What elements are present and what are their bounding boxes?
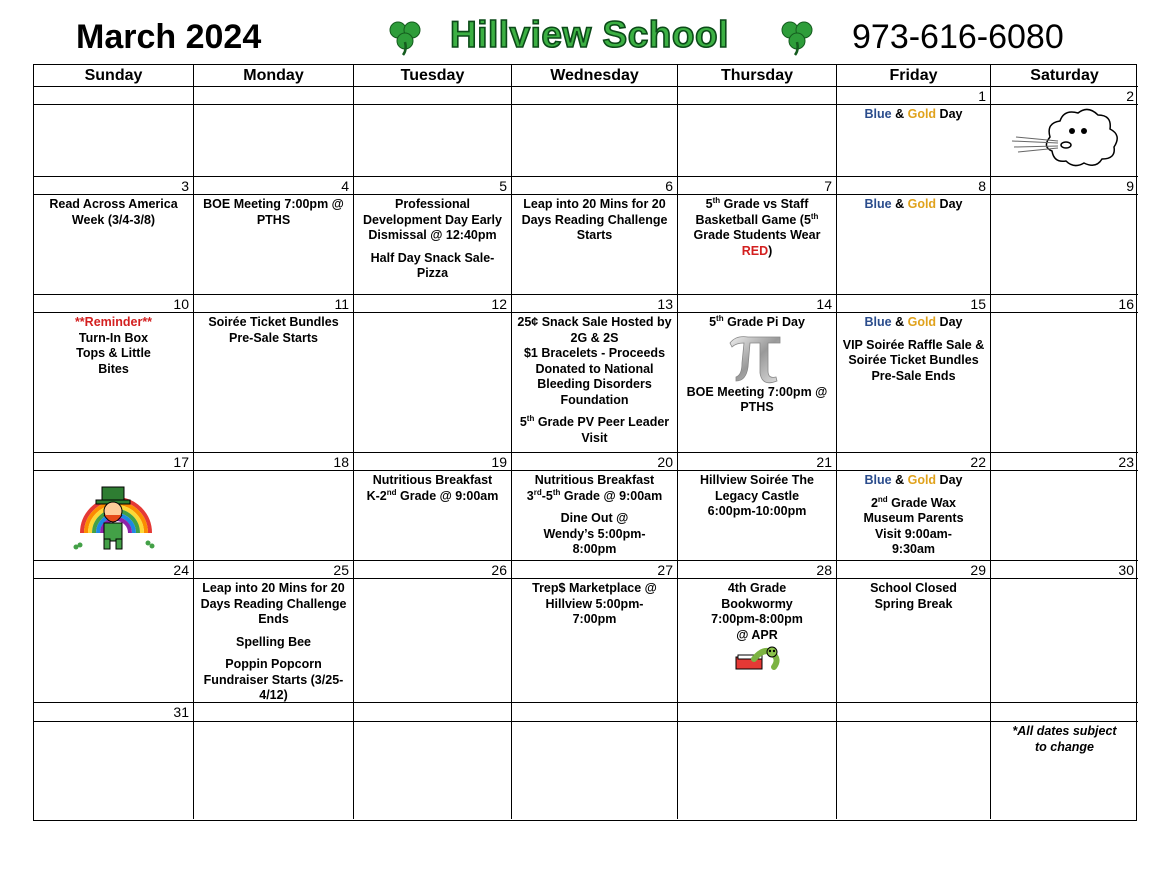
shamrock-icon xyxy=(385,16,425,56)
day-cell xyxy=(837,579,991,703)
day-number: 6 xyxy=(512,177,678,195)
event: School Closed Spring Break xyxy=(870,581,957,611)
day-number: 26 xyxy=(354,561,512,579)
calendar-grid xyxy=(33,64,1137,821)
day-number: 21 xyxy=(678,453,837,471)
day-number xyxy=(354,87,512,105)
day-number: 19 xyxy=(354,453,512,471)
event: Leap into 20 Mins for 20 Days Reading Challenge Starts xyxy=(521,197,668,242)
day-number xyxy=(354,703,512,722)
day-number: 10 xyxy=(34,295,194,313)
event: VIP Soirée Raffle Sale & Soirée Ticket Bundles Pre-Sale Ends xyxy=(842,337,985,383)
event: BOE Meeting 7:00pm @ PTHS xyxy=(203,197,344,227)
day-cell xyxy=(512,195,678,295)
weekday-thursday: Thursday xyxy=(678,65,837,87)
day-number: 8 xyxy=(837,177,991,195)
disclaimer-note: *All dates subject to change xyxy=(1012,724,1117,754)
leprechaun-icon xyxy=(64,473,164,557)
day-number: 11 xyxy=(194,295,354,313)
day-cell xyxy=(194,105,354,177)
day-number: 22 xyxy=(837,453,991,471)
day-cell xyxy=(34,313,194,453)
event: 5th Grade Pi Day xyxy=(709,313,805,329)
blue-gold-day: Blue & Gold Day xyxy=(864,315,963,329)
day-number: 16 xyxy=(991,295,1138,313)
event: **Reminder** xyxy=(74,315,153,329)
day-cell xyxy=(991,471,1138,561)
event: 25¢ Snack Sale Hosted by 2G & 2S xyxy=(517,315,672,345)
day-number: 25 xyxy=(194,561,354,579)
event: 5th Grade vs Staff Basketball Game (5th Grade Students Wear RED) xyxy=(693,195,821,258)
day-number xyxy=(678,87,837,105)
day-cell xyxy=(991,105,1138,177)
day-number: 13 xyxy=(512,295,678,313)
day-cell xyxy=(837,471,991,561)
day-number xyxy=(34,87,194,105)
day-cell xyxy=(354,471,512,561)
day-number xyxy=(194,87,354,105)
day-number xyxy=(837,703,991,722)
day-cell xyxy=(837,105,991,177)
day-cell xyxy=(678,313,837,453)
weekday-friday: Friday xyxy=(837,65,991,87)
weekday-sunday: Sunday xyxy=(34,65,194,87)
event: 4th Grade Bookwormy 7:00pm-8:00pm @ APR xyxy=(711,581,803,642)
day-number: 17 xyxy=(34,453,194,471)
day-number xyxy=(512,703,678,722)
day-cell xyxy=(512,722,678,819)
day-cell xyxy=(512,313,678,453)
day-number: 7 xyxy=(678,177,837,195)
bookworm-icon xyxy=(730,643,784,673)
day-cell xyxy=(194,313,354,453)
day-number xyxy=(194,703,354,722)
day-cell xyxy=(512,471,678,561)
day-number: 20 xyxy=(512,453,678,471)
day-number: 14 xyxy=(678,295,837,313)
shamrock-icon xyxy=(777,16,817,56)
day-cell xyxy=(34,579,194,703)
phone-number: 973-616-6080 xyxy=(852,18,1064,56)
day-cell xyxy=(354,195,512,295)
day-cell xyxy=(34,722,194,819)
day-cell xyxy=(194,579,354,703)
school-name: Hillview School xyxy=(450,14,729,55)
event: Read Across America Week (3/4-3/8) xyxy=(49,197,178,227)
event: Nutritious Breakfast xyxy=(372,473,493,487)
event: 2nd Grade Wax Museum Parents Visit 9:00am-9:30am xyxy=(863,494,964,556)
day-number: 3 xyxy=(34,177,194,195)
event: Hillview Soirée The Legacy Castle 6:00pm-10:00pm xyxy=(700,473,814,518)
event: Nutritious Breakfast xyxy=(534,473,655,487)
weekday-monday: Monday xyxy=(194,65,354,87)
weekday-tuesday: Tuesday xyxy=(354,65,512,87)
day-number: 24 xyxy=(34,561,194,579)
day-number: 1 xyxy=(837,87,991,105)
day-cell xyxy=(354,105,512,177)
day-cell xyxy=(512,579,678,703)
day-cell xyxy=(34,471,194,561)
event: Half Day Snack Sale- Pizza xyxy=(370,250,495,280)
day-number: 9 xyxy=(991,177,1138,195)
day-cell xyxy=(354,313,512,453)
day-number: 23 xyxy=(991,453,1138,471)
event: Soirée Ticket Bundles Pre-Sale Starts xyxy=(208,315,339,345)
day-number: 27 xyxy=(512,561,678,579)
day-cell xyxy=(837,313,991,453)
event: Dine Out @ Wendy’s 5:00pm-8:00pm xyxy=(543,511,646,556)
day-cell xyxy=(991,195,1138,295)
day-cell xyxy=(678,105,837,177)
day-number: 12 xyxy=(354,295,512,313)
day-cell xyxy=(194,471,354,561)
day-number xyxy=(678,703,837,722)
day-cell xyxy=(354,722,512,819)
day-cell xyxy=(991,313,1138,453)
day-number: 15 xyxy=(837,295,991,313)
day-cell xyxy=(991,579,1138,703)
day-cell xyxy=(512,105,678,177)
blue-gold-day: Blue & Gold Day xyxy=(864,107,963,121)
event: 5th Grade PV Peer Leader Visit xyxy=(519,413,670,445)
event: $1 Bracelets - Proceeds Donated to National Bleeding Disorders Foundation xyxy=(523,346,666,407)
wind-cloud-icon xyxy=(1010,107,1120,169)
pi-symbol-icon xyxy=(722,331,792,385)
day-number xyxy=(991,703,1138,722)
event: Spelling Bee xyxy=(235,634,312,649)
day-number: 29 xyxy=(837,561,991,579)
weekday-saturday: Saturday xyxy=(991,65,1138,87)
day-cell xyxy=(837,722,991,819)
weekday-wednesday: Wednesday xyxy=(512,65,678,87)
event: Turn-In Box Tops & Little Bites xyxy=(76,330,151,376)
day-cell xyxy=(678,579,837,703)
day-cell xyxy=(34,105,194,177)
day-cell xyxy=(678,195,837,295)
day-number: 5 xyxy=(354,177,512,195)
event: Professional Development Day Early Dismissal @ 12:40pm xyxy=(363,197,502,242)
day-cell xyxy=(194,195,354,295)
event: Leap into 20 Mins for 20 Days Reading Challenge Ends xyxy=(200,581,347,626)
event: 3rd-5th Grade @ 9:00am xyxy=(526,487,663,503)
blue-gold-day: Blue & Gold Day xyxy=(864,473,963,487)
event: BOE Meeting 7:00pm @ PTHS xyxy=(686,384,828,414)
event: Poppin Popcorn Fundraiser Starts (3/25-4/12) xyxy=(203,657,344,702)
month-title: March 2024 xyxy=(76,18,262,56)
day-cell xyxy=(678,722,837,819)
day-number: 2 xyxy=(991,87,1138,105)
day-cell xyxy=(678,471,837,561)
day-number: 4 xyxy=(194,177,354,195)
day-number xyxy=(512,87,678,105)
day-cell xyxy=(34,195,194,295)
event: K-2nd Grade @ 9:00am xyxy=(366,487,499,503)
day-cell xyxy=(354,579,512,703)
day-number: 31 xyxy=(34,703,194,722)
day-cell xyxy=(991,722,1138,819)
day-number: 18 xyxy=(194,453,354,471)
blue-gold-day: Blue & Gold Day xyxy=(864,197,963,211)
event: Trep$ Marketplace @ Hillview 5:00pm-7:00pm xyxy=(532,581,657,626)
day-cell xyxy=(837,195,991,295)
day-cell xyxy=(194,722,354,819)
day-number: 28 xyxy=(678,561,837,579)
day-number: 30 xyxy=(991,561,1138,579)
